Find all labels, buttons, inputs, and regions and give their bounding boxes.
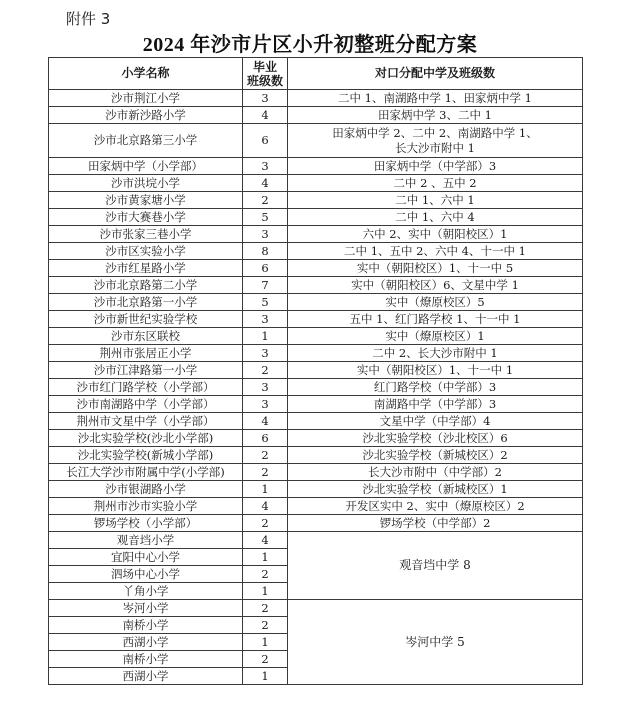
assignment: 二中 2 、五中 2	[288, 175, 583, 192]
table-row	[49, 277, 583, 294]
school-name: 西湖小学	[49, 668, 243, 685]
school-name: 宜阳中心小学	[49, 549, 243, 566]
assignment: 南湖路中学（中学部）3	[288, 396, 583, 413]
table-row	[49, 345, 583, 362]
class-count: 4	[243, 413, 288, 430]
header-class-count	[243, 58, 288, 90]
assignment: 长大沙市附中（中学部）2	[288, 464, 583, 481]
class-count: 6	[243, 430, 288, 447]
header-class-count-line2: 班级数	[246, 73, 283, 88]
class-count: 2	[243, 362, 288, 379]
school-name: 沙市红星路小学	[49, 260, 243, 277]
school-name: 沙市张家三巷小学	[49, 226, 243, 243]
class-count: 6	[243, 260, 288, 277]
merged-assignment-guanyindang: 观音垱中学 8	[288, 532, 583, 600]
assignment: 六中 2、实中（朝阳校区）1	[288, 226, 583, 243]
table-row	[49, 192, 583, 209]
school-name: 沙市荆江小学	[49, 90, 243, 107]
school-name: 沙市江津路第一小学	[49, 362, 243, 379]
class-count: 1	[243, 583, 288, 600]
table-row	[49, 515, 583, 532]
assignment: 二中 1、六中 4	[288, 209, 583, 226]
class-count: 1	[243, 549, 288, 566]
class-count: 2	[243, 566, 288, 583]
merged-assignment-cenhe: 岑河中学 5	[288, 600, 583, 685]
assignment: 红门路学校（中学部）3	[288, 379, 583, 396]
school-name: 西湖小学	[49, 634, 243, 651]
table-row	[49, 498, 583, 515]
table-row	[49, 260, 583, 277]
class-count: 3	[243, 345, 288, 362]
table-row	[49, 362, 583, 379]
school-name: 沙市洪垸小学	[49, 175, 243, 192]
class-count: 3	[243, 226, 288, 243]
school-name: 泗场中心小学	[49, 566, 243, 583]
table-row	[49, 158, 583, 175]
school-name: 南桥小学	[49, 617, 243, 634]
assignment	[288, 124, 583, 158]
school-name: 岑河小学	[49, 600, 243, 617]
header-assignment: 对口分配中学及班级数	[288, 58, 583, 90]
class-count: 2	[243, 192, 288, 209]
header-class-count-line1: 毕业	[252, 59, 277, 74]
class-count: 2	[243, 447, 288, 464]
school-name: 观音垱小学	[49, 532, 243, 549]
table-row	[49, 124, 583, 158]
table-row	[49, 175, 583, 192]
assignment: 实中（朝阳校区）1、十一中 5	[288, 260, 583, 277]
school-name: 沙市银湖路小学	[49, 481, 243, 498]
assignment: 二中 2、长大沙市附中 1	[288, 345, 583, 362]
school-name: 沙市北京路第二小学	[49, 277, 243, 294]
school-name: 荆州市沙市实验小学	[49, 498, 243, 515]
assignment: 田家炳中学（中学部）3	[288, 158, 583, 175]
class-count: 7	[243, 277, 288, 294]
class-count: 1	[243, 634, 288, 651]
assignment: 田家炳中学 3、二中 1	[288, 107, 583, 124]
school-name: 荆州市张居正小学	[49, 345, 243, 362]
class-count: 5	[243, 294, 288, 311]
assignment: 沙北实验学校（新城校区）2	[288, 447, 583, 464]
table-row	[49, 328, 583, 345]
table-row	[49, 464, 583, 481]
table-row	[49, 90, 583, 107]
table-row	[49, 209, 583, 226]
assignment: 二中 1、南湖路中学 1、田家炳中学 1	[288, 90, 583, 107]
assignment: 文星中学（中学部）4	[288, 413, 583, 430]
table-row	[49, 226, 583, 243]
class-count: 1	[243, 328, 288, 345]
attachment-label: 附件 3	[66, 10, 111, 28]
class-count: 4	[243, 107, 288, 124]
table-header-row	[49, 58, 583, 90]
assignment-line2: 长大沙市附中 1	[395, 140, 475, 155]
school-name: 丫角小学	[49, 583, 243, 600]
class-count: 2	[243, 600, 288, 617]
assignment: 实中（朝阳校区）6、文星中学 1	[288, 277, 583, 294]
class-count: 3	[243, 379, 288, 396]
class-count: 2	[243, 651, 288, 668]
school-name: 沙北实验学校(新城小学部)	[49, 447, 243, 464]
assignment: 沙北实验学校（沙北校区）6	[288, 430, 583, 447]
school-name: 沙市新沙路小学	[49, 107, 243, 124]
class-count: 4	[243, 498, 288, 515]
school-name: 沙市区实验小学	[49, 243, 243, 260]
school-name: 南桥小学	[49, 651, 243, 668]
table-row	[49, 379, 583, 396]
assignment-line1: 田家炳中学 2、二中 2、南湖路中学 1、	[332, 125, 538, 140]
class-count: 2	[243, 464, 288, 481]
assignment: 五中 1、红门路学校 1、十一中 1	[288, 311, 583, 328]
assignment: 实中（燎原校区）1	[288, 328, 583, 345]
school-name: 沙北实验学校(沙北小学部)	[49, 430, 243, 447]
assignment: 沙北实验学校（新城校区）1	[288, 481, 583, 498]
school-name: 沙市黄家塘小学	[49, 192, 243, 209]
school-name: 田家炳中学（小学部）	[49, 158, 243, 175]
header-school-name: 小学名称	[49, 58, 243, 90]
table-row	[49, 311, 583, 328]
table-row	[49, 243, 583, 260]
assignment: 开发区实中 2、实中（燎原校区）2	[288, 498, 583, 515]
table-row	[49, 532, 583, 549]
table-row	[49, 294, 583, 311]
class-count: 4	[243, 175, 288, 192]
assignment: 实中（朝阳校区）1、十一中 1	[288, 362, 583, 379]
school-name: 沙市东区联校	[49, 328, 243, 345]
class-count: 1	[243, 481, 288, 498]
class-count: 3	[243, 158, 288, 175]
table-row	[49, 600, 583, 617]
class-count: 2	[243, 515, 288, 532]
school-name: 长江大学沙市附属中学(小学部)	[49, 464, 243, 481]
class-count: 2	[243, 617, 288, 634]
class-count: 3	[243, 311, 288, 328]
table-row	[49, 413, 583, 430]
document-title: 2024 年沙市片区小升初整班分配方案	[142, 34, 478, 56]
class-count: 5	[243, 209, 288, 226]
assignment: 二中 1、六中 1	[288, 192, 583, 209]
school-name: 沙市新世纪实验学校	[49, 311, 243, 328]
school-name: 沙市北京路第一小学	[49, 294, 243, 311]
table-row	[49, 447, 583, 464]
class-count: 3	[243, 396, 288, 413]
school-name: 荆州市文星中学（小学部）	[49, 413, 243, 430]
assignment: 实中（燎原校区）5	[288, 294, 583, 311]
class-count: 4	[243, 532, 288, 549]
assignment: 锣场学校（中学部）2	[288, 515, 583, 532]
school-name: 沙市大赛巷小学	[49, 209, 243, 226]
class-count: 3	[243, 90, 288, 107]
table-row	[49, 430, 583, 447]
school-name: 沙市南湖路中学（小学部）	[49, 396, 243, 413]
table-row	[49, 396, 583, 413]
allocation-table	[48, 57, 583, 685]
school-name: 锣场学校（小学部）	[49, 515, 243, 532]
table-row	[49, 481, 583, 498]
school-name: 沙市北京路第三小学	[49, 124, 243, 158]
assignment: 二中 1、五中 2、六中 4、十一中 1	[288, 243, 583, 260]
class-count: 6	[243, 124, 288, 158]
class-count: 1	[243, 668, 288, 685]
school-name: 沙市红门路学校（小学部）	[49, 379, 243, 396]
class-count: 8	[243, 243, 288, 260]
table-row	[49, 107, 583, 124]
